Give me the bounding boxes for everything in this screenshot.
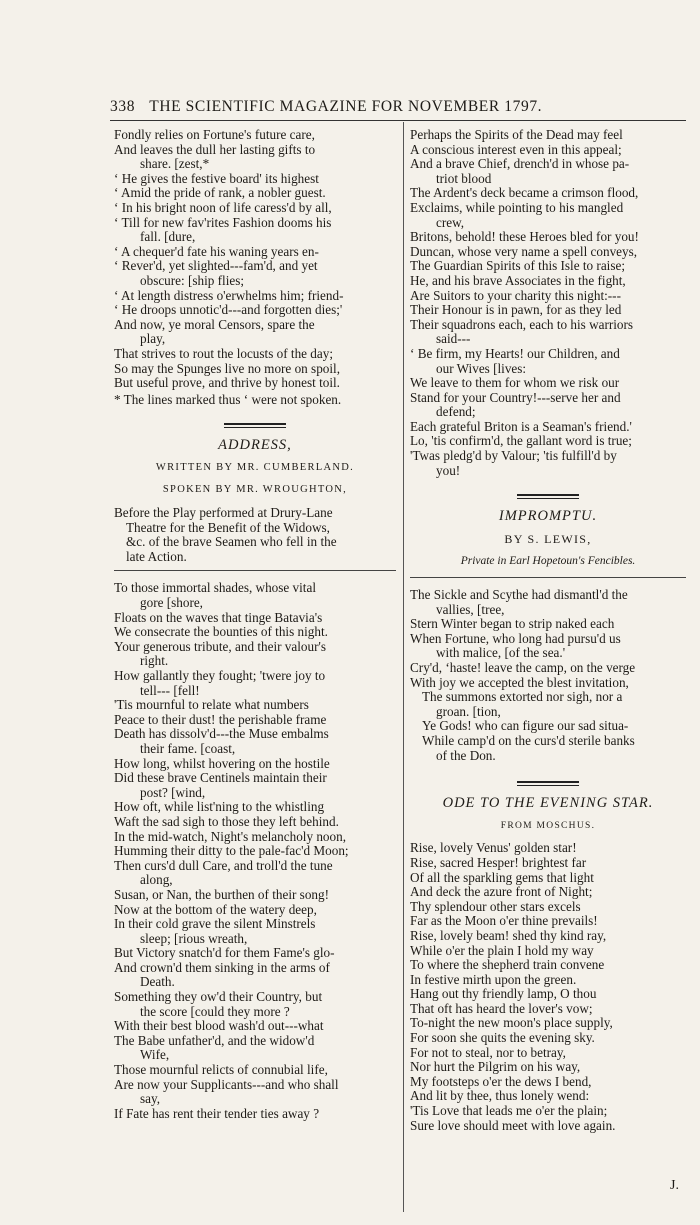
verse-line: Something they ow'd their Country, but bbox=[114, 989, 323, 1005]
signature: J. bbox=[670, 1178, 679, 1193]
verse-line: And now, ye moral Censors, spare the bbox=[114, 316, 315, 332]
verse-line: vallies, [tree, bbox=[436, 601, 505, 617]
verse-line: triot blood bbox=[436, 170, 492, 186]
verse-line: Death has dissolv'd---the Muse embalms bbox=[114, 726, 329, 742]
verse-line: That strives to rout the locusts of the day; bbox=[114, 345, 334, 361]
running-title: THE SCIENTIFIC MAGAZINE FOR NOVEMBER 1797. bbox=[149, 98, 543, 115]
verse-line: Ye Gods! who can figure our sad situa- bbox=[422, 718, 629, 734]
verse-line: share. [zest,* bbox=[140, 156, 210, 172]
verse-line: with malice, [of the sea.' bbox=[436, 645, 566, 661]
verse-line: Britons, behold! these Heroes bled for you! bbox=[410, 229, 639, 245]
verse-line: Thy splendour other stars excels bbox=[410, 898, 581, 914]
address-author: WRITTEN BY MR. CUMBERLAND. bbox=[155, 461, 355, 473]
verse-line: In their cold grave the silent Minstrels bbox=[114, 916, 316, 932]
address-poem-continued bbox=[410, 128, 686, 478]
verse-line: Rise, lovely beam! shed thy kind ray, bbox=[410, 927, 607, 943]
verse-line: Did these brave Centinels maintain their bbox=[114, 770, 327, 786]
verse-line: say, bbox=[140, 1091, 161, 1107]
intro-line: &c. of the brave Seamen who fell in the bbox=[126, 534, 337, 550]
verse-line: ‘ Be firm, my Hearts! our Children, and bbox=[410, 345, 620, 361]
verse-line: ‘ Amid the pride of rank, a nobler guest. bbox=[114, 185, 326, 201]
verse-line: When Fortune, who long had pursu'd us bbox=[410, 630, 621, 646]
verse-line: Then curs'd dull Care, and troll'd the tune bbox=[114, 857, 333, 873]
verse-line: 'Twas pledg'd by Valour; 'tis fulfill'd by bbox=[410, 448, 617, 464]
verse-line: That oft has heard the lover's vow; bbox=[410, 1000, 593, 1016]
address-spoken-by: SPOKEN BY MR. WROUGHTON, bbox=[162, 484, 348, 496]
verse-line: Rise, sacred Hesper! brightest far bbox=[410, 854, 587, 870]
verse-line: Each grateful Briton is a Seaman's friend.' bbox=[410, 418, 632, 434]
verse-line: He, and his brave Associates in the fight, bbox=[410, 272, 626, 288]
verse-line: ‘ He gives the festive board' its highest bbox=[114, 170, 319, 186]
poem-continued bbox=[114, 128, 396, 391]
verse-line: And lit by thee, thus lonely wend: bbox=[410, 1088, 590, 1104]
verse-line: said--- bbox=[436, 331, 471, 347]
verse-line: Exclaims, while pointing to his mangled bbox=[410, 199, 624, 215]
verse-line: Now at the bottom of the watery deep, bbox=[114, 901, 317, 917]
intro-line: Before the Play performed at Drury-Lane bbox=[114, 505, 333, 521]
verse-line: The Babe unfather'd, and the widow'd bbox=[114, 1032, 315, 1048]
right-column bbox=[410, 128, 686, 1133]
verse-line: And a brave Chief, drench'd in whose pa- bbox=[410, 156, 630, 172]
verse-line: Sure love should meet with love again. bbox=[410, 1117, 616, 1133]
verse-line: fall. [dure, bbox=[140, 229, 196, 245]
ode-source: FROM MOSCHUS. bbox=[500, 820, 596, 831]
verse-line: Of all the sparkling gems that light bbox=[410, 869, 594, 885]
verse-line: While o'er the plain I hold my way bbox=[410, 942, 594, 958]
verse-line: obscure: [ship flies; bbox=[140, 272, 245, 288]
verse-line: right. bbox=[140, 653, 169, 669]
verse-line: their fame. [coast, bbox=[140, 740, 236, 756]
verse-line: We consecrate the bounties of this night. bbox=[114, 624, 328, 640]
ornamental-rule bbox=[517, 781, 579, 786]
column-divider bbox=[403, 122, 404, 1212]
verse-line: ‘ Till for new fav'rites Fashion dooms his bbox=[114, 214, 332, 230]
verse-line: And crown'd them sinking in the arms of bbox=[114, 959, 330, 975]
verse-line: How gallantly they fought; 'twere joy to bbox=[114, 668, 326, 683]
verse-line: Their Honour is in pawn, for as they led bbox=[410, 302, 622, 318]
verse-line: groan. [tion, bbox=[436, 703, 501, 719]
verse-line: Hang out thy friendly lamp, O thou bbox=[410, 986, 597, 1002]
verse-line: For soon she quits the evening sky. bbox=[410, 1030, 595, 1046]
address-intro bbox=[114, 506, 396, 564]
verse-line: For not to steal, nor to betray, bbox=[410, 1044, 566, 1060]
verse-line: Duncan, whose very name a spell conveys, bbox=[410, 243, 638, 259]
verse-line: Nor hurt the Pilgrim on his way, bbox=[410, 1059, 581, 1075]
verse-line: Rise, lovely Venus' golden star! bbox=[410, 840, 577, 856]
intro-line: late Action. bbox=[126, 548, 187, 564]
verse-line: The Sickle and Scythe had dismantl'd the bbox=[410, 587, 628, 603]
verse-line: ‘ In his bright noon of life caress'd by all, bbox=[114, 199, 332, 215]
verse-line: Humming their ditty to the pale-fac'd Moon; bbox=[114, 843, 349, 859]
verse-line: ‘ At length distress o'erwhelms him; friend- bbox=[114, 287, 344, 303]
verse-line: Floats on the waves that tinge Batavia's bbox=[114, 609, 323, 625]
verse-line: 'Tis mournful to relate what numbers bbox=[114, 697, 309, 713]
verse-line: Their squadrons each, each to his warriors bbox=[410, 316, 634, 332]
verse-line: crew, bbox=[436, 214, 465, 230]
verse-line: Peace to their dust! the perishable frame bbox=[114, 711, 327, 727]
impromptu-author: BY S. LEWIS, bbox=[504, 531, 592, 546]
verse-line: Stern Winter began to strip naked each bbox=[410, 616, 615, 632]
verse-line: My footsteps o'er the dews I bend, bbox=[410, 1073, 592, 1089]
verse-line: Cry'd, ‘haste! leave the camp, on the verge bbox=[410, 660, 636, 675]
verse-line: 'Tis Love that leads me o'er the plain; bbox=[410, 1103, 608, 1119]
verse-line: Wife, bbox=[140, 1047, 170, 1063]
section-rule bbox=[410, 577, 686, 578]
verse-line: In festive mirth upon the green. bbox=[410, 971, 577, 987]
verse-line: Perhaps the Spirits of the Dead may feel bbox=[410, 127, 623, 142]
address-poem bbox=[114, 581, 396, 1121]
verse-line: We leave to them for whom we risk our bbox=[410, 375, 620, 391]
impromptu-subtitle: Private in Earl Hopetoun's Fencibles. bbox=[460, 555, 636, 568]
verse-line: you! bbox=[436, 462, 461, 478]
verse-line: ‘ A chequer'd fate his waning years en- bbox=[114, 243, 319, 259]
verse-line: Are now your Supplicants---and who shall bbox=[114, 1076, 339, 1092]
verse-line: Waft the sad sigh to those they left behind. bbox=[114, 813, 339, 829]
verse-line: But Victory snatch'd for them Fame's glo- bbox=[114, 945, 335, 961]
intro-line: Theatre for the Benefit of the Widows, bbox=[126, 519, 330, 535]
ornamental-rule bbox=[224, 423, 286, 428]
impromptu-title: IMPROMPTU. bbox=[498, 508, 598, 525]
verse-line: Susan, or Nan, the burthen of their song! bbox=[114, 886, 329, 902]
verse-line: defend; bbox=[436, 404, 476, 420]
verse-line: In the mid-watch, Night's melancholy noon, bbox=[114, 828, 347, 844]
verse-line: post? [wind, bbox=[140, 784, 206, 800]
verse-line: ‘ Rever'd, yet slighted---fam'd, and yet bbox=[114, 258, 318, 274]
verse-line: To those immortal shades, whose vital bbox=[114, 580, 316, 596]
ode-title: ODE TO THE EVENING STAR. bbox=[442, 795, 654, 812]
footnote: * The lines marked thus ‘ were not spoken. bbox=[114, 391, 342, 407]
verse-line: So may the Spunges live no more on spoil, bbox=[114, 360, 341, 376]
verse-line: ‘ He droops unnotic'd---and forgotten dies;' bbox=[114, 302, 343, 318]
verse-line: Far as the Moon o'er thine prevails! bbox=[410, 913, 598, 929]
verse-line: The Ardent's deck became a crimson flood, bbox=[410, 185, 639, 201]
verse-line: The summons extorted nor sigh, nor a bbox=[422, 689, 623, 705]
verse-line: of the Don. bbox=[436, 747, 496, 763]
verse-line: tell--- [fell! bbox=[140, 682, 200, 698]
verse-line: Death. bbox=[140, 974, 175, 990]
running-header bbox=[110, 98, 690, 116]
verse-line: To where the shepherd train convene bbox=[410, 957, 605, 973]
verse-line: But useful prove, and thrive by honest toil. bbox=[114, 375, 340, 391]
verse-line: our Wives [lives: bbox=[436, 360, 527, 376]
address-title: ADDRESS, bbox=[218, 437, 292, 454]
verse-line: A conscious interest even in this appeal; bbox=[410, 141, 622, 157]
verse-line: How oft, while list'ning to the whistling bbox=[114, 799, 325, 815]
verse-line: the score [could they more ? bbox=[140, 1003, 290, 1019]
verse-line: With their best blood wash'd out---what bbox=[114, 1018, 324, 1034]
verse-line: play, bbox=[140, 331, 166, 347]
verse-line: While camp'd on the curs'd sterile banks bbox=[422, 732, 635, 748]
verse-line: Are Suitors to your charity this night:--- bbox=[410, 287, 621, 303]
verse-line: The Guardian Spirits of this Isle to raise; bbox=[410, 258, 625, 274]
verse-line: gore [shore, bbox=[140, 595, 203, 611]
ode-text bbox=[410, 841, 686, 1133]
verse-line: Those mournful relicts of connubial life, bbox=[114, 1062, 328, 1078]
header-rule bbox=[110, 120, 686, 121]
verse-line: And leaves the dull her lasting gifts to bbox=[114, 141, 316, 157]
verse-line: If Fate has rent their tender ties away ? bbox=[114, 1105, 320, 1121]
verse-line: To-night the new moon's place supply, bbox=[410, 1015, 613, 1031]
verse-line: And deck the azure front of Night; bbox=[410, 884, 593, 900]
verse-line: With joy we accepted the blest invitation, bbox=[410, 674, 629, 690]
verse-line: How long, whilst hovering on the hostile bbox=[114, 755, 330, 771]
ornamental-rule bbox=[517, 494, 579, 499]
verse-line: sleep; [rious wreath, bbox=[140, 930, 248, 946]
section-rule bbox=[114, 570, 396, 571]
verse-line: Your generous tribute, and their valour's bbox=[114, 638, 326, 654]
left-column bbox=[114, 128, 396, 1121]
verse-line: Fondly relies on Fortune's future care, bbox=[114, 127, 315, 142]
verse-line: Lo, 'tis confirm'd, the gallant word is true; bbox=[410, 433, 632, 449]
page-number: 338 bbox=[110, 98, 136, 115]
verse-line: Stand for your Country!---serve her and bbox=[410, 389, 621, 405]
verse-line: along, bbox=[140, 872, 173, 888]
impromptu-text bbox=[410, 588, 686, 763]
